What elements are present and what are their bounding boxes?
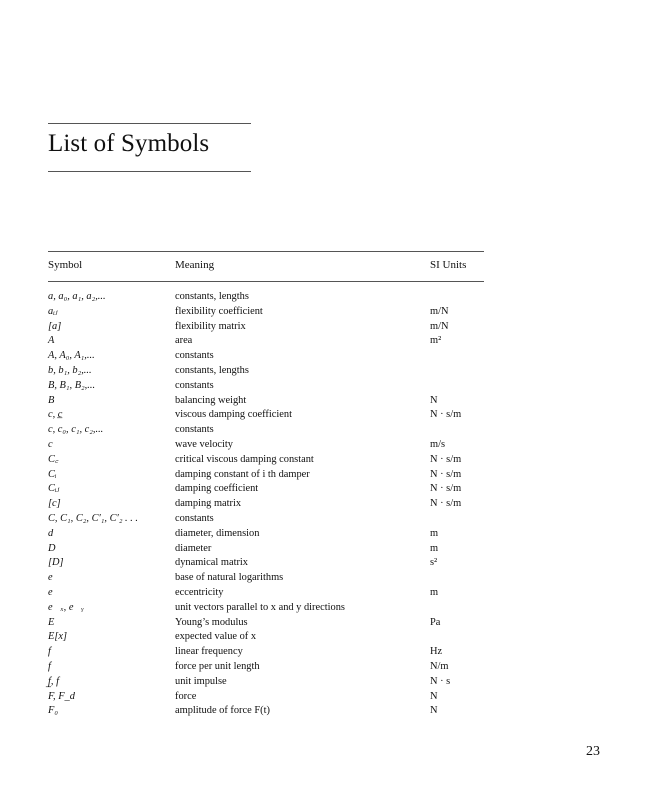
table-row: [48, 438, 484, 453]
symbol-cell: f: [48, 660, 51, 672]
units-cell: N: [430, 690, 438, 702]
units-cell: m/N: [430, 305, 449, 317]
units-cell: N · s/m: [430, 453, 462, 465]
symbol-cell: E[x]: [48, 631, 68, 643]
table-row: [48, 690, 484, 705]
table-row: [48, 556, 484, 571]
table-row: [48, 379, 484, 394]
table-row: [48, 542, 484, 557]
meaning-cell: constants, lengths: [175, 291, 249, 302]
symbol-cell: Cᵢ: [48, 468, 57, 480]
meaning-cell: Young’s modulus: [175, 616, 248, 628]
meaning-cell: unit vectors parallel to x and y directions: [175, 601, 345, 613]
meaning-cell: constants: [175, 350, 214, 362]
table-body: [48, 290, 484, 719]
symbol-cell: B, B₁, B₂,...: [48, 379, 96, 391]
symbol-cell: f̲, f: [48, 675, 59, 687]
header-symbol: Symbol: [48, 259, 83, 271]
units-cell: Hz: [430, 646, 443, 658]
header-meaning: Meaning: [175, 259, 215, 271]
page-title: List of Symbols: [48, 130, 210, 157]
table-row: [48, 423, 484, 438]
table-row: [48, 571, 484, 586]
meaning-cell: constants: [175, 424, 214, 436]
table-row: [48, 512, 484, 527]
table-row: [48, 527, 484, 542]
table-row: [48, 601, 484, 616]
meaning-cell: base of natural logarithms: [175, 572, 284, 584]
meaning-cell: amplitude of force F(t): [175, 705, 270, 717]
units-cell: m/N: [430, 320, 449, 332]
symbol-cell: f: [48, 646, 51, 658]
meaning-cell: diameter, dimension: [175, 527, 260, 539]
table-row: [48, 704, 484, 719]
units-cell: N: [430, 705, 438, 717]
meaning-cell: dynamical matrix: [175, 557, 248, 569]
symbol-cell: d: [48, 527, 54, 539]
table-row: [48, 482, 484, 497]
units-cell: m²: [430, 335, 442, 347]
table-top-rule: [48, 251, 484, 252]
table-row: [48, 497, 484, 512]
units-cell: m: [430, 586, 439, 598]
table-row: [48, 616, 484, 631]
table-row: [48, 453, 484, 468]
symbol-cell: c, c₀, c₁, c₂,...: [48, 424, 104, 436]
symbol-cell: c: [48, 438, 53, 450]
meaning-cell: force: [175, 690, 197, 702]
symbol-cell: [a]: [48, 320, 62, 332]
table-header-rule: [48, 281, 484, 282]
meaning-cell: force per unit length: [175, 660, 260, 672]
table-row: [48, 334, 484, 349]
meaning-cell: unit impulse: [175, 675, 227, 687]
meaning-cell: damping matrix: [175, 498, 242, 510]
meaning-cell: viscous damping coefficient: [175, 409, 292, 421]
symbol-cell: [D]: [48, 557, 64, 569]
meaning-cell: constants: [175, 379, 214, 391]
symbol-cell: B⃗: [48, 394, 63, 406]
units-cell: m: [430, 527, 439, 539]
symbol-cell: F, F_d: [48, 690, 75, 702]
units-cell: N · s/m: [430, 409, 462, 421]
table-row: [48, 349, 484, 364]
meaning-cell: damping coefficient: [175, 483, 259, 495]
title-top-rule: [48, 123, 251, 124]
meaning-cell: critical viscous damping constant: [175, 453, 314, 465]
symbol-cell: [c]: [48, 498, 61, 510]
table-row: [48, 290, 484, 305]
symbol-cell: e: [48, 572, 53, 584]
table-row: [48, 630, 484, 645]
meaning-cell: balancing weight: [175, 394, 247, 406]
symbol-cell: A: [48, 335, 55, 347]
symbol-cell: F₀: [48, 705, 58, 717]
meaning-cell: flexibility matrix: [175, 320, 246, 332]
symbol-cell: Cᵢⱼ: [48, 483, 60, 495]
meaning-cell: flexibility coefficient: [175, 305, 263, 317]
table-row: [48, 645, 484, 660]
symbol-cell: E: [48, 616, 55, 628]
units-cell: m: [430, 542, 439, 554]
units-cell: N · s: [430, 675, 451, 687]
units-cell: N · s/m: [430, 498, 462, 510]
units-cell: N · s/m: [430, 483, 462, 495]
meaning-cell: eccentricity: [175, 586, 224, 598]
symbol-cell: A, A₀, A₁,...: [48, 350, 95, 362]
table-row: [48, 468, 484, 483]
table-row: [48, 305, 484, 320]
symbol-cell: D: [48, 542, 56, 554]
table-row: [48, 394, 484, 409]
units-cell: m/s: [430, 438, 446, 450]
symbol-cell: C꜀: [48, 453, 59, 465]
symbol-cell: a, a₀, a₁, a₂,...: [48, 291, 106, 302]
symbol-cell: c, c̲: [48, 409, 63, 421]
units-cell: N · s/m: [430, 468, 462, 480]
table-row: [48, 320, 484, 335]
page-number: 23: [586, 744, 600, 759]
meaning-cell: constants: [175, 512, 214, 524]
table-row: [48, 364, 484, 379]
symbol-cell: e: [48, 586, 53, 598]
symbol-cell: aᵢⱼ: [48, 305, 58, 317]
units-cell: N: [430, 394, 438, 406]
units-cell: Pa: [430, 616, 441, 628]
title-bottom-rule: [48, 171, 251, 172]
symbol-cell: e⃗ₓ, e⃗ᵧ: [48, 601, 84, 613]
units-cell: s²: [430, 557, 438, 569]
table-row: [48, 675, 484, 690]
table-row: [48, 586, 484, 601]
meaning-cell: constants, lengths: [175, 364, 249, 376]
header-si-units: SI Units: [430, 259, 467, 271]
meaning-cell: linear frequency: [175, 646, 243, 658]
symbol-cell: C, C₁, C₂, C′₁, C′₂ . . .: [48, 512, 139, 524]
meaning-cell: wave velocity: [175, 438, 233, 450]
meaning-cell: diameter: [175, 542, 212, 554]
symbol-cell: b, b₁, b₂,...: [48, 364, 92, 376]
table-row: [48, 408, 484, 423]
meaning-cell: expected value of x: [175, 631, 257, 643]
table-row: [48, 660, 484, 675]
meaning-cell: damping constant of i th damper: [175, 468, 310, 480]
units-cell: N/m: [430, 660, 449, 672]
meaning-cell: area: [175, 335, 193, 347]
